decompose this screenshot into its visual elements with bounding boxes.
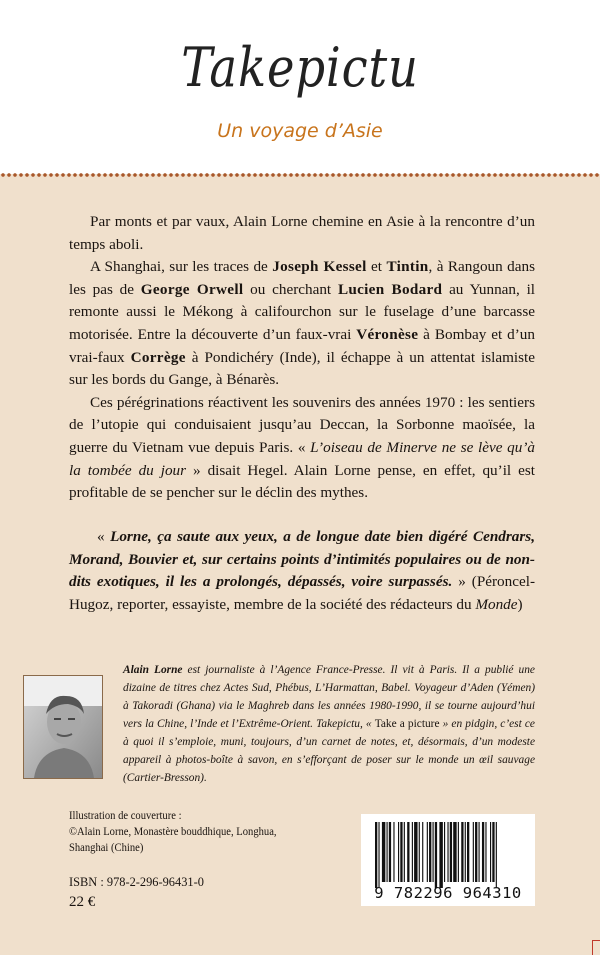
isbn: ISBN : 978-2-296-96431-0	[69, 875, 204, 889]
cover-header	[0, 0, 600, 174]
name-kessel: Joseph Kessel	[272, 258, 367, 276]
name-bodard: Lucien Bodard	[337, 280, 443, 298]
blurb-paragraph-1: Par monts et par vaux, Alain Lorne chemine en Asie à la rencontre d’un temps aboli.	[69, 213, 535, 253]
barcode-digits: 9 782296 964310	[374, 884, 522, 902]
cover-credit: Illustration de couverture : ©Alain Lorne, Monastère bouddhique, Longhua, Shanghai (Chine)	[69, 810, 277, 854]
name-orwell: George Orwell	[140, 280, 244, 298]
barcode	[361, 814, 535, 906]
author-photo	[23, 675, 103, 779]
book-subtitle: Un voyage d’Asie	[217, 120, 383, 142]
name-veronese: Véronèse	[356, 325, 419, 343]
quote-text: Lorne, ça saute aux yeux, a de longue date bien digéré Cendrars, Morand, Bouvier et, sur certains points d’intimités populaires ou de non-dits exotiques, il les a prolongés, dépassés, voire surpassés.	[69, 528, 536, 591]
name-correge: Corrège	[130, 348, 186, 366]
blurb-paragraph-3: Ces pérégrinations réactivent les souvenirs des années 1970 : les sentiers de l’utopie qui conduisaient jusqu’au Deccan, la Sorbonne maoïsée, la guerre du Vietnam vue depuis Paris. « L’oiseau de Minerve ne se lève qu’à la tombée du jour » disait Hegel. Alain Lorne pense, en effet, qu’il est profitable de se pencher sur le déclin des mythes.	[69, 393, 535, 502]
author-name: Alain Lorne	[123, 664, 183, 676]
journal-name: Monde	[475, 595, 518, 613]
book-title: Takepictu	[181, 36, 419, 99]
press-quote: « Lorne, ça saute aux yeux, a de longue date bien digéré Cendrars, Morand, Bouvier et, sur certains points d’intimités populaires ou de non-dits exotiques, il les a prolongés, dépassés, voire surpassés. » (Péroncel-Hugoz, reporter, essayiste, membre de la société des rédacteurs du Monde)	[69, 528, 536, 613]
dotted-divider	[0, 172, 600, 178]
author-bio: Alain Lorne est journaliste à l’Agence France-Presse. Il vit à Paris. Il a publié une dizaine de titres chez Actes Sud, Phébus, L’Harmattan, Babel. Voyageur d’Aden (Yémen) à Takoradi (Ghana) via le Maghreb dans les années 1980-1990, il se tourne aujourd’hui vers la Chine, l’Inde et l’Extrême-Orient. Takepictu, « Take a picture » en pidgin, c’est ce à quoi il s’emploie, muni, toujours, d’un carnet de notes, et, désormais, d’un modeste appareil à photos-boîte à savon, en s’efforçant de poser sur le monde un œil sauvage (Cartier-Bresson).	[123, 664, 535, 784]
blurb	[69, 211, 535, 505]
name-tintin: Tintin	[386, 258, 429, 276]
hegel-quote: L’oiseau de Minerve ne se lève qu’à la tombée du jour	[69, 438, 535, 479]
blurb-paragraph-2: A Shanghai, sur les traces de Joseph Kessel et Tintin, à Rangoun dans les pas de George Orwell ou cherchant Lucien Bodard au Yunnan, il remonte aussi le Mékong à califourchon sur le fuselage d’une barcasse motorisée. Entre la découverte d’un faux-vrai Véronèse à Bombay et d’un vrai-faux Corrège à Pondichéry (Inde), il échappe à un attentat islamiste sur les bords du Gange, à Bénarès.	[69, 258, 536, 389]
price: 22 €	[69, 894, 96, 910]
crop-mark	[592, 940, 600, 955]
